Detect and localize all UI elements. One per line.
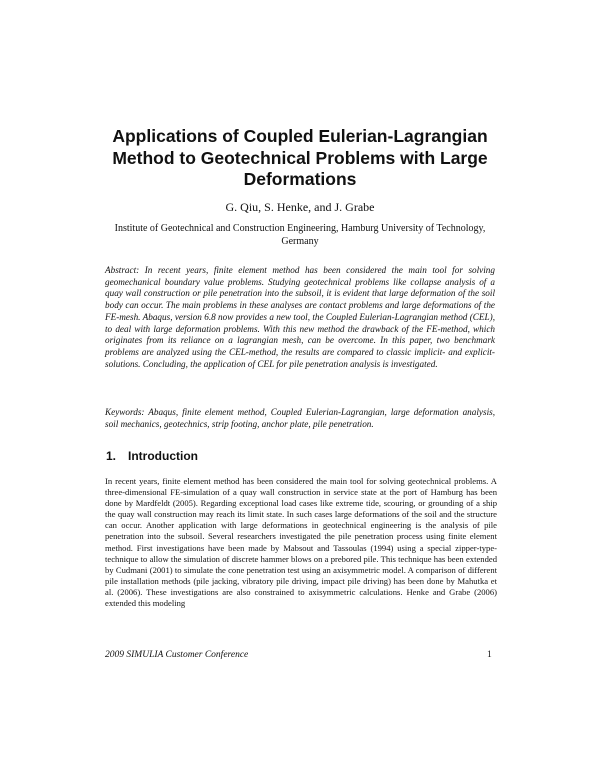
footer-conference: 2009 SIMULIA Customer Conference (105, 650, 249, 660)
footer-page-number: 1 (487, 650, 492, 660)
section-number: 1. (106, 449, 117, 463)
section-title: Introduction (128, 449, 198, 463)
paper-authors: G. Qiu, S. Henke, and J. Grabe (225, 200, 375, 214)
introduction-paragraph: In recent years, finite element method has been considered the main tool for solving geotechnical problems. A three-dimensional FE-simulation of a quay wall construction in service state at the port of Hamburg has been done by Mardfeldt (2005). Regarding exceptional load cases like extreme tide, scouring, or grounding of a ship the quay wall construction may reach its limit state. In such cases large deformations of the soil and the structure can occur. Another application with large deformations in geotechnical engineering is the analysis of pile penetration into the subsoil. Several researchers investigated the pile penetration process using finite element method. First investigations have been made by Mabsout and Tassoulas (1994) using a special zipper-type-technique to allow the simulation of discrete hammer blows on a prebored pile. This technique has been extended by Cudmani (2001) to simulate the cone penetration test using an axisymmetric model. A comparison of different pile installation methods (pile jacking, vibratory pile driving, impact pile driving) has been done by Mahutka et al. (2006). These investigations are also constrained to axisymmetric calculations. Henke and Grabe (2006) extended this modeling (105, 476, 497, 609)
paper-title: Applications of Coupled Eulerian-Lagrangian Method to Geotechnical Problems with Large Deformations (112, 126, 488, 189)
author-affiliation: Institute of Geotechnical and Construction Engineering, Hamburg University of Technology, Germany (114, 223, 486, 247)
abstract-paragraph: Abstract: In recent years, finite element method has been considered the main tool for solving geomechanical boundary value problems. Studying geotechnical problems like collapse analysis of a quay wall construction or pile penetration into the subsoil, it is evident that large deformation of the soil body can occur. The main problems in these analyses are contact problems and large deformations of the FE-mesh. Abaqus, version 6.8 now provides a new tool, the Coupled Eulerian-Lagrangian method (CEL), to deal with large deformation problems. With this new method the drawback of the FE-method, which originates from its reliance on a lagrangian mesh, can be overcome. In this paper, two benchmark problems are analyzed using the CEL-method, the results are compared to classic implicit- and explicit-solutions. Concluding, the application of CEL for pile penetration analysis is investigated. (105, 265, 495, 369)
section-heading-introduction (106, 449, 198, 463)
keywords-paragraph: Keywords: Abaqus, finite element method, Coupled Eulerian-Lagrangian, large deformation analysis, soil mechanics, geotechnics, strip footing, anchor plate, pile penetration. (105, 407, 495, 429)
